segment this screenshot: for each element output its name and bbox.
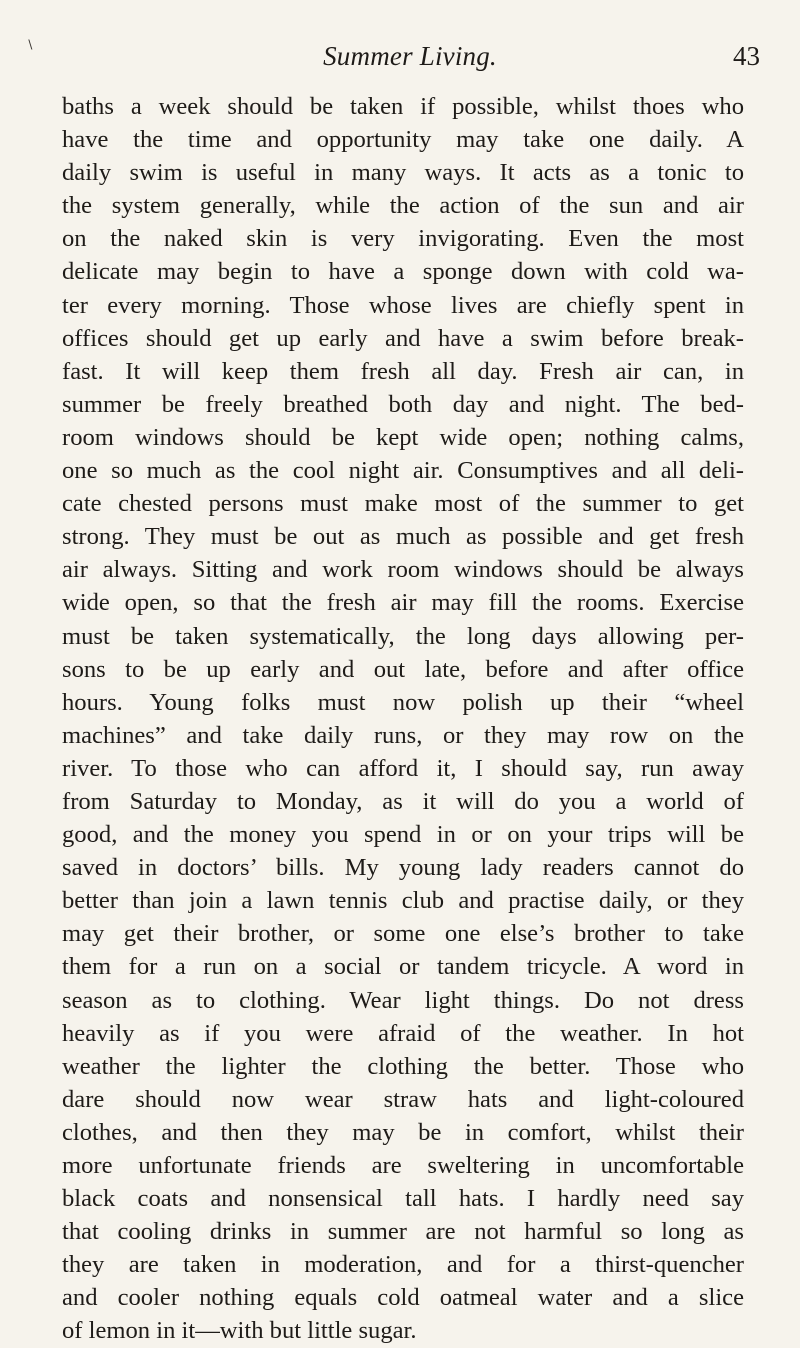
text-line: offices should get up early and have a swim before break- (62, 324, 744, 352)
text-line: cate chested persons must make most of the summer to get (62, 490, 744, 518)
text-line: on the naked skin is very invigorating. Even the most (62, 225, 744, 253)
text-line: have the time and opportunity may take one daily. A (62, 126, 744, 154)
text-line: from Saturday to Monday, as it will do you a world of (62, 787, 744, 815)
text-line: black coats and nonsensical tall hats. I hardly need say (62, 1185, 744, 1213)
text-line: heavily as if you were afraid of the weather. In hot (62, 1019, 744, 1047)
stray-ink-mark: ∖ (26, 38, 34, 52)
body-paragraph (62, 90, 744, 1348)
text-line: delicate may begin to have a sponge down with cold wa- (62, 258, 744, 286)
text-line: river. To those who can afford it, I should say, run away (62, 754, 744, 782)
text-line: clothes, and then they may be in comfort, whilst their (62, 1118, 744, 1146)
text-line: baths a week should be taken if possible, whilst thoes who (62, 93, 744, 120)
text-line: weather the lighter the clothing the better. Those who (62, 1052, 744, 1080)
text-line: that cooling drinks in summer are not harmful so long as (62, 1218, 744, 1246)
text-line: season as to clothing. Wear light things. Do not dress (62, 986, 744, 1014)
text-line: may get their brother, or some one else’s brother to take (62, 920, 744, 948)
text-line: good, and the money you spend in or on your trips will be (62, 821, 744, 849)
text-line: and cooler nothing equals cold oatmeal water and a slice (62, 1284, 744, 1312)
running-header (60, 28, 760, 74)
text-line: the system generally, while the action of the sun and air (62, 192, 744, 220)
text-line: daily swim is useful in many ways. It acts as a tonic to (62, 159, 744, 187)
text-line: sons to be up early and out late, before and after office (62, 655, 744, 683)
page-number: 43 (733, 41, 760, 71)
text-line: of lemon in it—with but little sugar. (62, 1317, 417, 1345)
text-line: wide open, so that the fresh air may fill the rooms. Exercise (62, 589, 744, 617)
text-line: saved in doctors’ bills. My young lady readers cannot do (62, 854, 744, 882)
text-line: one so much as the cool night air. Consumptives and all deli- (62, 457, 744, 485)
text-line: must be taken systematically, the long days allowing per- (62, 622, 744, 650)
text-line: machines” and take daily runs, or they may row on the (62, 721, 744, 749)
text-line: better than join a lawn tennis club and practise daily, or they (62, 887, 744, 915)
text-line: strong. They must be out as much as possible and get fresh (62, 523, 744, 551)
text-line: ter every morning. Those whose lives are chiefly spent in (62, 291, 744, 319)
text-line: dare should now wear straw hats and light-coloured (62, 1085, 744, 1113)
text-line: them for a run on a social or tandem tricycle. A word in (62, 953, 744, 981)
text-line: hours. Young folks must now polish up their “wheel (62, 688, 744, 716)
text-line: air always. Sitting and work room windows should be always (62, 556, 744, 584)
running-title: Summer Living. (323, 41, 497, 71)
text-line: fast. It will keep them fresh all day. Fresh air can, in (62, 357, 744, 385)
text-line: more unfortunate friends are sweltering in uncomfortable (62, 1152, 744, 1179)
text-line: they are taken in moderation, and for a thirst-quencher (62, 1251, 744, 1279)
text-line: room windows should be kept wide open; nothing calms, (62, 423, 744, 451)
text-line: summer be freely breathed both day and night. The bed- (62, 390, 744, 418)
